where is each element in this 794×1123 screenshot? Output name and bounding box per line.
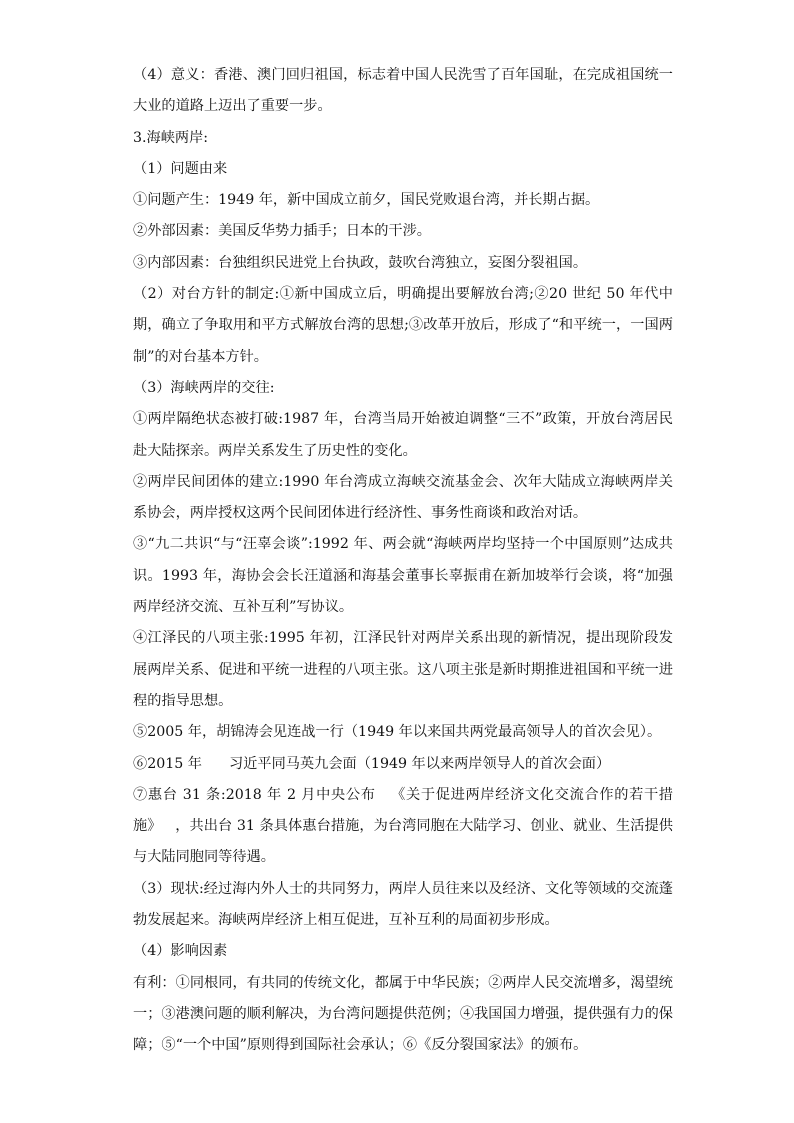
list-item-exchange-3: ③“九二共识“与“汪辜会谈”:1992 年、两会就“海峡两岸均坚持一个中国原则”达成共识。1993 年，海协会会长汪道涵和海基会董事长辜振甫在新加坡举行会谈，将“加强两岸经济交流、互补互利”写协议。 <box>133 536 673 616</box>
list-item-exchange-7: ⑦惠台 31 条:2018 年 2 月中央公布 《关于促进两岸经济文化交流合作的若干措施》 ，共出台 31 条具体惠台措施，为台湾同胞在大陆学习、创业、就业、生活提供与大陆同胞同等待遇。 <box>133 786 673 866</box>
paragraph-favorable-factors: 有利：①同根同，有共同的传统文化，都属于中华民族；②两岸人民交流增多，渴望统一；③港澳问题的顺利解决，为台湾问题提供范例；④我国国力增强，提供强有力的保障；⑤“一个中国”原则得到国际社会承认；⑥《反分裂国家法》的颁布。 <box>133 974 673 1054</box>
list-item-exchange-6: ⑥2015 年 习近平同马英九会面（1949 年以来两岸领导人的首次会面） <box>133 755 611 772</box>
paragraph-status: （3）现状:经过海内外人士的共同努力，两岸人员往来以及经济、文化等领域的交流蓬勃发展起来。海峡两岸经济上相互促进，互补互利的局面初步形成。 <box>133 880 673 929</box>
document-body <box>133 60 673 1062</box>
subheading-exchanges: （3）海峡两岸的交往: <box>133 379 275 396</box>
list-item-exchange-1: ①两岸隔绝状态被打破:1987 年，台湾当局开始被迫调整“三不”政策，开放台湾居民赴大陆探亲。两岸关系发生了历史性的变化。 <box>133 411 673 459</box>
list-item-origin-1: ①问题产生：1949 年，新中国成立前夕，国民党败退台湾，并长期占据。 <box>133 192 600 209</box>
list-item-exchange-2: ②两岸民间团体的建立:1990 年台湾成立海峡交流基金会、次年大陆成立海峡两岸关系协会，两岸授权这两个民间团体进行经济性、事务性商谈和政治对话。 <box>133 473 673 522</box>
section-heading-cross-strait: 3.海峡两岸: <box>133 129 209 146</box>
list-item-origin-2: ②外部因素：美国反华势力插手；日本的干涉。 <box>133 223 431 240</box>
subheading-origin: （1）问题由来 <box>133 160 228 177</box>
list-item-exchange-4: ④江泽民的八项主张:1995 年初，江泽民针对两岸关系出现的新情况，提出现阶段发展两岸关系、促进和平统一进程的八项主张。这八项主张是新时期推进祖国和平统一进程的指导思想。 <box>133 630 673 709</box>
list-item-origin-3: ③内部因素：台独组织民进党上台执政，鼓吹台湾独立，妄图分裂祖国。 <box>133 254 588 271</box>
list-item-exchange-5: ⑤2005 年，胡锦涛会见连战一行（1949 年以来国共两党最高领导人的首次会见）。 <box>133 724 662 741</box>
subheading-factors: （4）影响因素 <box>133 943 228 960</box>
paragraph-significance: （4）意义：香港、澳门回归祖国，标志着中国人民洗雪了百年国耻，在完成祖国统一大业的道路上迈出了重要一步。 <box>133 67 673 115</box>
paragraph-policy: （2）对台方针的制定:①新中国成立后，明确提出要解放台湾;②20 世纪 50 年代中期，确立了争取用和平方式解放台湾的思想;③改革开放后，形成了“和平统一，一国两制”的对台基本方针。 <box>133 286 673 365</box>
